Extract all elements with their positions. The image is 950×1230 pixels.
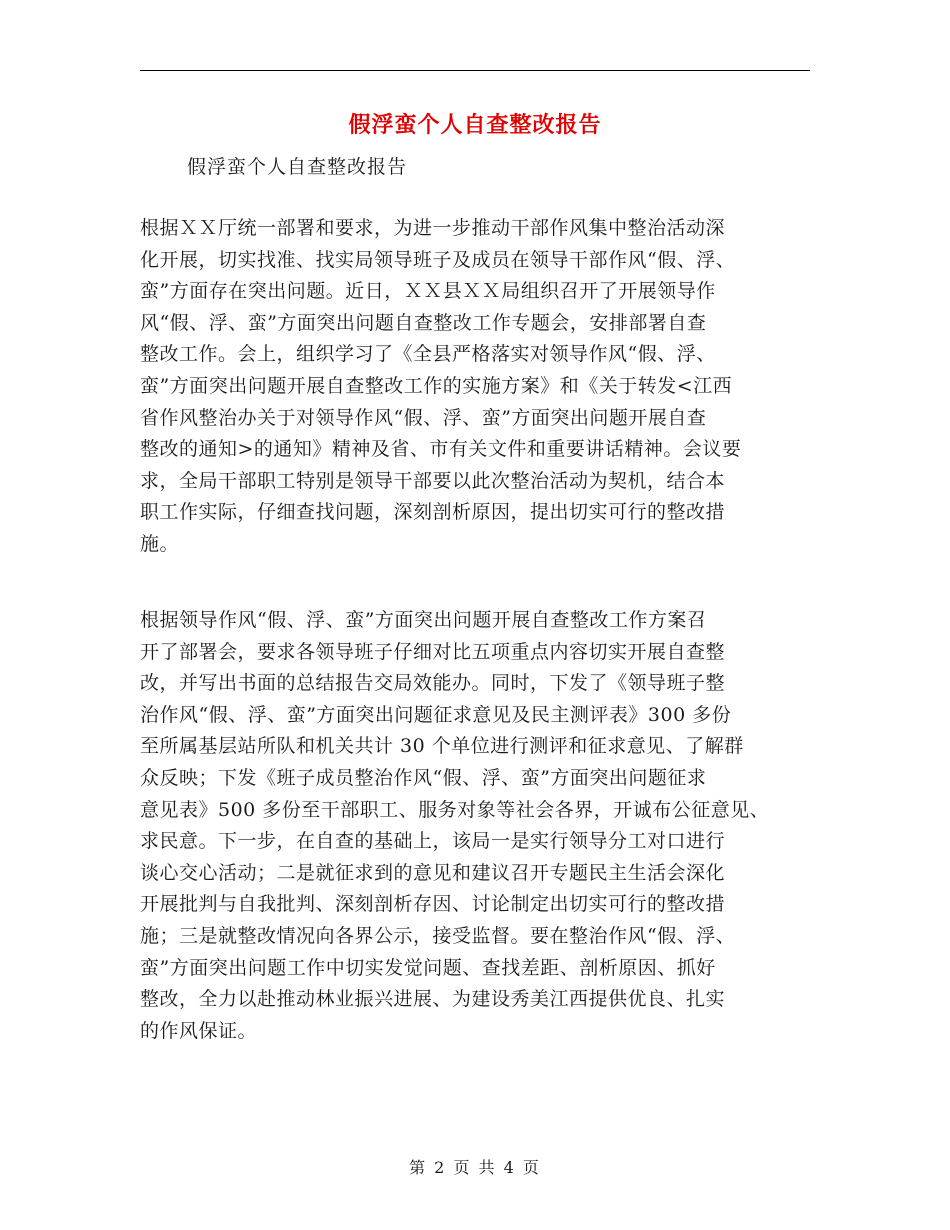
paragraph-line: 整改的通知>的通知》精神及省、市有关文件和重要讲话精神。会议要 — [140, 438, 742, 461]
paragraph-line: 职工作实际，仔细查找问题，深刻剖析原因，提出切实可行的整改措 — [140, 501, 726, 524]
paragraph-line: 整改，全力以赴推动林业振兴进展、为建设秀美江西提供优良、扎实 — [140, 988, 726, 1011]
paragraph-line: 谈心交心活动；二是就征求到的意见和建议召开专题民主生活会深化 — [140, 861, 726, 884]
paragraph-line: 蛮”方面突出问题工作中切实发觉问题、查找差距、剖析原因、抓好 — [140, 956, 716, 979]
paragraph-line: 改，并写出书面的总结报告交局效能办。同时，下发了《领导班子整 — [140, 672, 726, 695]
paragraph-line: 化开展，切实找准、找实局领导班子及成员在领导干部作风“假、浮、 — [140, 248, 736, 271]
paragraph-line: 的作风保证。 — [140, 1019, 258, 1042]
document-subtitle: 假浮蛮个人自查整改报告 — [187, 156, 408, 178]
header-rule — [140, 70, 810, 71]
paragraph-line: 开展批判与自我批判、深刻剖析存因、讨论制定出切实可行的整改措 — [140, 893, 726, 916]
paragraph-2 — [140, 605, 830, 1047]
paragraph-line: 根据ＸＸ厅统一部署和要求，为进一步推动干部作风集中整治活动深 — [140, 217, 726, 239]
paragraph-line: 求，全局干部职工特别是领导干部要以此次整治活动为契机，结合本 — [140, 469, 726, 492]
paragraph-line: 施；三是就整改情况向各界公示，接受监督。要在整治作风“假、浮、 — [140, 924, 736, 947]
paragraph-1 — [140, 213, 830, 561]
paragraph-line: 根据领导作风“假、浮、蛮”方面突出问题开展自查整改工作方案召 — [140, 609, 707, 631]
paragraph-line: 整改工作。会上，组织学习了《全县严格落实对领导作风“假、浮、 — [140, 343, 716, 366]
paragraph-line: 省作风整治办关于对领导作风“假、浮、蛮”方面突出问题开展自查 — [140, 406, 707, 429]
paragraph-line: 意见表》500 多份至干部职工、服务对象等社会各界，开诚布公征意见、 — [140, 798, 770, 821]
paragraph-line: 开了部署会，要求各领导班子仔细对比五项重点内容切实开展自查整 — [140, 640, 726, 663]
paragraph-line: 治作风“假、浮、蛮”方面突出问题征求意见及民主测评表》300 多份 — [140, 703, 732, 726]
paragraph-line: 求民意。下一步，在自查的基础上，该局一是实行领导分工对口进行 — [140, 830, 726, 853]
paragraph-line: 施。 — [140, 532, 180, 555]
paragraph-line: 蛮”方面突出问题开展自查整改工作的实施方案》和《关于转发<江西 — [140, 374, 733, 397]
paragraph-line: 蛮”方面存在突出问题。近日，ＸＸ县ＸＸ局组织召开了开展领导作 — [140, 280, 716, 303]
paragraph-line: 至所属基层站所队和机关共计 30 个单位进行测评和征求意见、了解群 — [140, 735, 744, 758]
document-title: 假浮蛮个人自查整改报告 — [348, 112, 602, 138]
page-number-footer: 第 2 页 共 4 页 — [409, 1158, 541, 1177]
paragraph-line: 风“假、浮、蛮”方面突出问题自查整改工作专题会，安排部署自查 — [140, 311, 707, 334]
paragraph-line: 众反映；下发《班子成员整治作风“假、浮、蛮”方面突出问题征求 — [140, 766, 707, 789]
